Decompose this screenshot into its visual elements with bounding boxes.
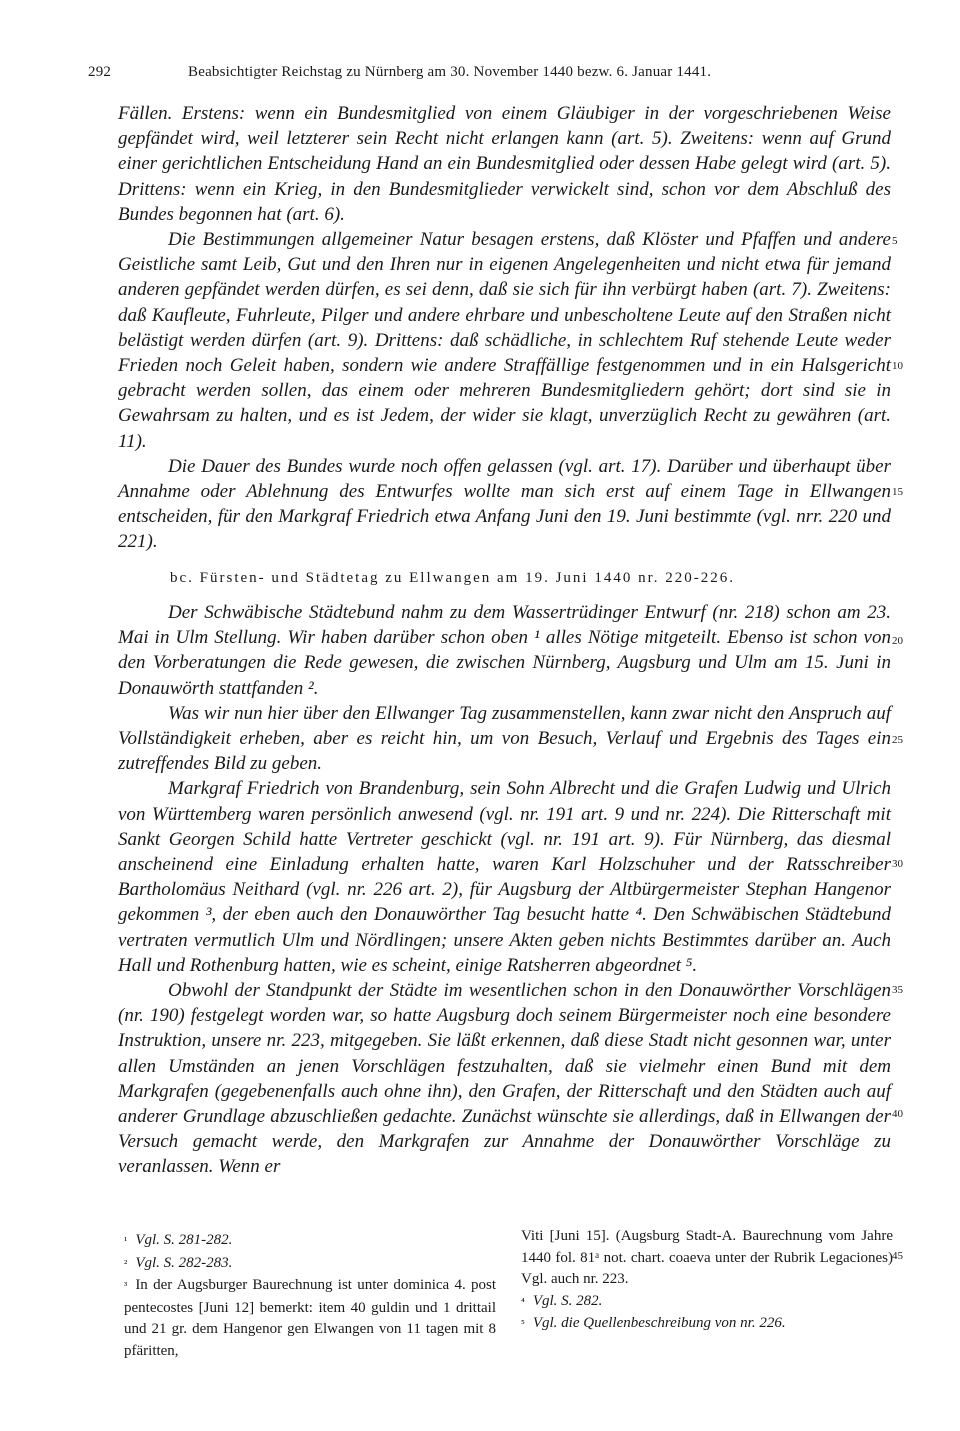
- footnote: [124, 1253, 496, 1276]
- running-header: [88, 64, 848, 81]
- paragraph: Was wir nun hier über den Ellwanger Tag zusammenstellen, kann zwar nicht den Anspruch auf Vollständigkeit erheben, aber es reicht hin, um von Besuch, Verlauf und Ergebnis des Tages ein zutreffendes Bild zu geben.: [118, 702, 891, 775]
- footnote-marker: ⁵: [521, 1318, 525, 1330]
- footnote-marker: ¹: [124, 1235, 128, 1247]
- line-number: 35: [892, 984, 903, 996]
- footnotes-left: [124, 1230, 496, 1362]
- paragraph: Fällen. Erstens: wenn ein Bundesmitglied von einem Gläubiger in der vorgeschriebenen Weise gepfändet wird, weil letzterer sein Recht nicht erlangen kann (art. 5). Zweitens: wenn auf Grund einer gerichtlichen Entscheidung Hand an ein Bundesmitglied oder dessen Habe gelegt wird (art. 5). Drittens: wenn ein Krieg, in den Bundesmitglieder verwickelt sind, schon vor dem Abschluß des Bundes begonnen hat (art. 6).: [118, 103, 891, 225]
- paragraph: Die Dauer des Bundes wurde noch offen gelassen (vgl. art. 17). Darüber und überhaupt über Annahme oder Ablehnung des Entwurfes wollte man sich erst auf einem Tage in Ellwangen entscheiden, für den Markgraf Friedrich etwa Anfang Juni den 19. Juni bestimmte (vgl. nrr. 220 und 221).: [118, 455, 891, 553]
- section-heading: bc. Fürsten- und Städtetag zu Ellwangen am 19. Juni 1440 nr. 220-226.: [170, 570, 736, 586]
- footnotes-right: [521, 1226, 893, 1336]
- line-number: 10: [892, 360, 903, 372]
- paragraph: Der Schwäbische Städtebund nahm zu dem Wassertrüdinger Entwurf (nr. 218) schon am 23. Mai in Ulm Stellung. Wir haben darüber schon oben ¹ alles Nötige mitgeteilt. Ebenso ist schon von den Vorberatungen die Rede gewesen, die zwischen Nürnberg, Augsburg und Ulm am 15. Juni in Donauwörth stattfanden ².: [118, 602, 891, 699]
- text-block-1: [118, 101, 891, 555]
- paragraph: Die Bestimmungen allgemeiner Natur besagen erstens, daß Klöster und Pfaffen und andere Geistliche samt Leib, Gut und den Ihren nur in eigenen Angelegenheiten und nicht etwa für jemand anderen gepfändet werden dürfen, es sei denn, daß sie sich für ihn verbürgt haben (art. 7). Zweitens: daß Kaufleute, Fuhrleute, Pilger und andere ehrbare und unbescholtene Leute auf den Straßen nicht belästigt werden dürfen (art. 9). Drittens: daß schädliche, in schlechtem Ruf stehende Leute weder Frieden noch Geleit haben, sondern wie andere Straffällige festgenommen und in ein Halsgericht gebracht werden sollen, das einem oder mehreren Bundesmitgliedern gehört; dort sind sie in Gewahrsam zu halten, und es ist Jedem, der wider sie klagt, unverzüglich Recht zu gewähren (art. 11).: [118, 229, 891, 452]
- line-number: 45: [892, 1250, 903, 1262]
- footnote-marker: ⁴: [521, 1295, 525, 1308]
- footnote-text: In der Augsburger Baurechnung ist unter dominica 4. post pentecostes [Juni 12] bemerkt: item 40 guldin und 1 drittail und 21 gr. dem Hangenor gen Elwangen von 11 tagen mit 8 pfäritten,: [124, 1277, 496, 1359]
- footnote-text: Vgl. die Quellenbeschreibung von nr. 226.: [532, 1315, 786, 1331]
- running-title: Beabsichtigter Reichstag zu Nürnberg am 30. November 1440 bezw. 6. Januar 1441.: [188, 64, 712, 80]
- footnote-text: Vgl. S. 281-282.: [135, 1232, 233, 1248]
- footnote: [521, 1291, 893, 1314]
- footnote: [521, 1226, 893, 1291]
- footnote-marker: ³: [124, 1280, 128, 1292]
- line-number: 5: [892, 235, 898, 247]
- page-number: 292: [88, 64, 112, 80]
- text-block-2: [118, 600, 891, 1180]
- footnote: [521, 1313, 893, 1336]
- footnote: [124, 1275, 496, 1362]
- line-number: 15: [892, 486, 903, 498]
- paragraph: Markgraf Friedrich von Brandenburg, sein Sohn Albrecht und die Grafen Ludwig und Ulrich von Württemberg waren persönlich anwesend (vgl. nr. 191 art. 9 und nr. 224). Die Ritterschaft mit Sankt Georgen Schild hatte Vertreter geschickt (vgl. nr. 191 art. 9). Für Nürnberg, das diesmal anscheinend eine Einladung erhalten hatte, waren Karl Holzschuher und der Ratsschreiber Bartholomäus Neithard (vgl. nr. 226 art. 2), für Augsburg der Altbürgermeister Stephan Hangenor gekommen ³, der eben auch den Donauwörther Tag besucht hatte ⁴. Den Schwäbischen Städtebund vertraten vermutlich Ulm und Nördlingen; unsere Akten geben nichts Bestimmtes darüber an. Auch Hall und Rothenburg hatten, wie es scheint, einige Ratsherren abgeordnet ⁵.: [118, 778, 891, 976]
- line-number: 20: [892, 635, 903, 647]
- footnote-marker: ²: [124, 1257, 128, 1270]
- paragraph: Obwohl der Standpunkt der Städte im wesentlichen schon in den Donauwörther Vorschlägen (nr. 190) festgelegt worden war, so hatte Augsburg doch seinem Bürgermeister noch eine besondere Instruktion, unsere nr. 223, mitgegeben. Sie läßt erkennen, daß diese Stadt nicht gesonnen war, unter allen Umständen an jenen Vorschlägen festzuhalten, daß sie vielmehr einen Bund mit dem Markgrafen (gegebenenfalls auch ohne ihn), den Grafen, der Ritterschaft und den Städten auch auf anderer Grundlage abzuschließen gedachte. Zunächst wünschte sie allerdings, daß in Ellwangen der Versuch gemacht werde, den Markgrafen zur Annahme der Donauwörther Vorschläge zu veranlassen. Wenn er: [118, 980, 891, 1178]
- footnote: [124, 1230, 496, 1253]
- footnote-text: Vgl. S. 282-283.: [135, 1254, 233, 1271]
- line-number: 30: [892, 858, 903, 870]
- footnote-text: Viti [Juni 15]. (Augsburg Stadt-A. Baurechnung vom Jahre 1440 fol. 81ᵃ not. chart. coaeva unter der Rubrik Legaciones) Vgl. auch nr. 223.: [521, 1228, 893, 1287]
- footnote-text: Vgl. S. 282.: [532, 1292, 603, 1309]
- line-number: 25: [892, 734, 903, 746]
- line-number: 40: [892, 1108, 903, 1120]
